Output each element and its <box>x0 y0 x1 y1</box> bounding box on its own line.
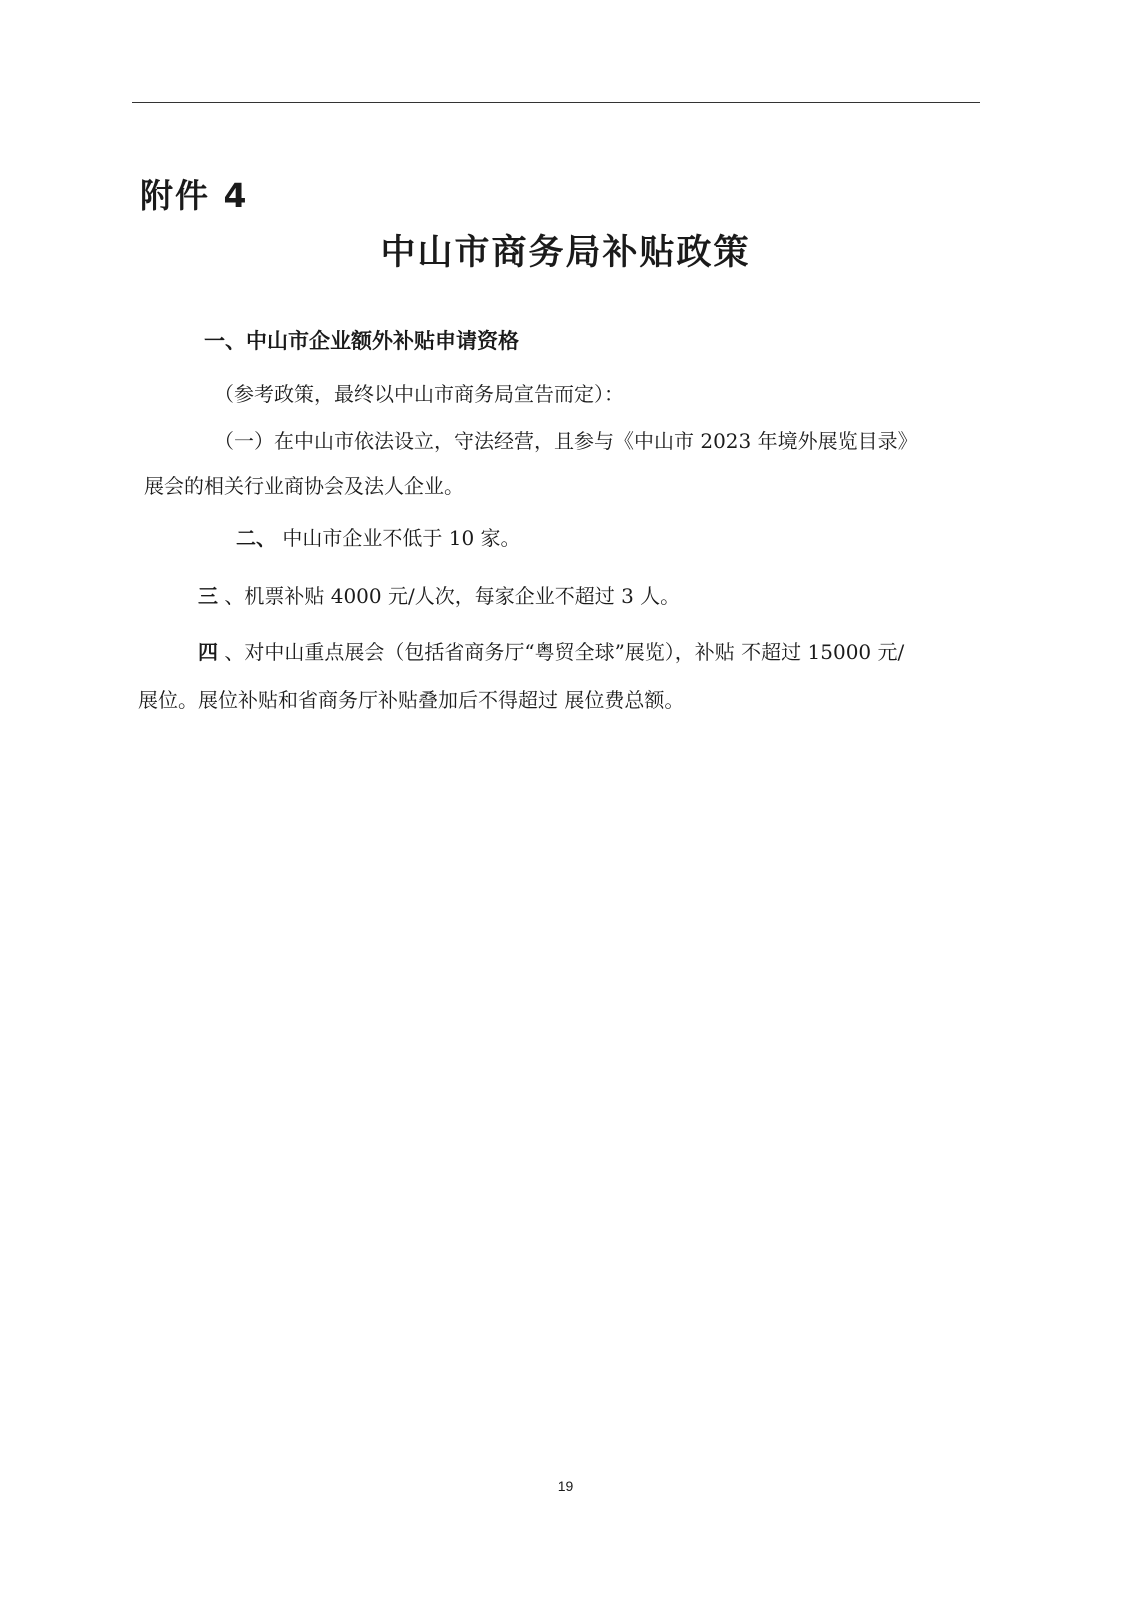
section1-heading: 一、中山市企业额外补贴申请资格 <box>204 329 519 353</box>
section4-paragraph-line1 <box>198 636 904 665</box>
page-number: 19 <box>557 1478 574 1494</box>
section1-note: （参考政策，最终以中山市商务局宣告而定）： <box>214 382 624 406</box>
section4-marker: 四 <box>198 640 218 664</box>
section1-item1-line2: 展会的相关行业商协会及法人企业。 <box>144 474 464 498</box>
header-rule <box>132 102 980 103</box>
section2-marker: 二、 <box>236 526 276 550</box>
section2-text: 中山市企业不低于 10 家。 <box>276 526 521 550</box>
section3-marker: 三 <box>198 584 218 608</box>
document-title: 中山市商务局补贴政策 <box>380 233 751 273</box>
attachment-label: 附件 4 <box>140 176 249 215</box>
section1-item1-line1: （一）在中山市依法设立，守法经营，且参与《中山市 2023 年境外展览目录》 <box>214 429 918 453</box>
section4-paragraph-line2: 展位。展位补贴和省商务厅补贴叠加后不得超过 展位费总额。 <box>138 688 685 712</box>
section4-text: 、对中山重点展会（包括省商务厅“粤贸全球”展览），补贴 不超过 15000 元/ <box>218 640 905 664</box>
section3-text: 、机票补贴 4000 元/人次，每家企业不超过 3 人。 <box>218 584 681 608</box>
section3-paragraph <box>198 580 680 609</box>
section2-paragraph <box>236 522 521 551</box>
